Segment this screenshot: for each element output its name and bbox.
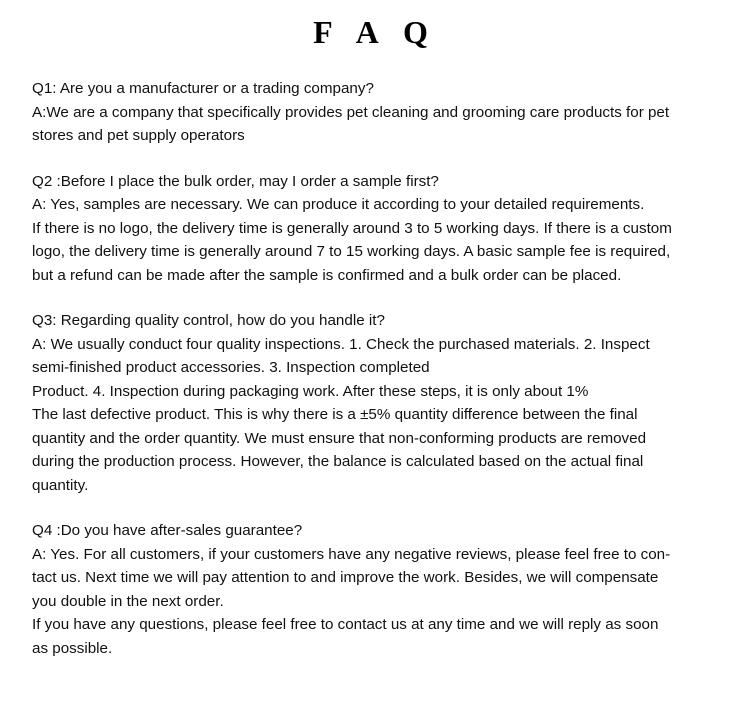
answer-line: during the production process. However, the balance is calculated based on the actual final bbox=[32, 453, 644, 470]
answer-line: If there is no logo, the delivery time is generally around 3 to 5 working days. If there is a custom bbox=[32, 219, 672, 237]
question-text: Q4 :Do you have after-sales guarantee? bbox=[32, 522, 303, 539]
page-title: F A Q bbox=[313, 14, 437, 50]
faq-list bbox=[32, 77, 722, 682]
answer-line: quantity and the order quantity. We must ensure that non-conforming products are removed bbox=[32, 429, 647, 447]
answer-line: semi-finished product accessories. 3. Inspection completed bbox=[32, 359, 430, 376]
answer-line: A:We are a company that specifically provides pet cleaning and grooming care products for pet bbox=[32, 103, 670, 121]
faq-item-q3 bbox=[32, 309, 722, 497]
faq-item-q4 bbox=[32, 519, 722, 660]
answer-line: A: We usually conduct four quality inspections. 1. Check the purchased materials. 2. Inspect bbox=[32, 335, 650, 353]
answer-line: If you have any questions, please feel free to contact us at any time and we will reply as soon bbox=[32, 616, 659, 633]
faq-item-q1 bbox=[32, 77, 722, 148]
answer-line: quantity. bbox=[32, 476, 89, 494]
answer-line: A: Yes, samples are necessary. We can produce it according to your detailed requirements. bbox=[32, 196, 645, 213]
faq-item-q2 bbox=[32, 170, 722, 288]
question-text: Q2 :Before I place the bulk order, may I order a sample first? bbox=[32, 172, 439, 190]
answer-line: The last defective product. This is why there is a ±5% quantity difference between the final bbox=[32, 406, 638, 423]
answer-line: logo, the delivery time is generally around 7 to 15 working days. A basic sample fee is required, bbox=[32, 243, 671, 260]
answer-line: but a refund can be made after the sample is confirmed and a bulk order can be placed. bbox=[32, 266, 622, 284]
question-text: Q3: Regarding quality control, how do you handle it? bbox=[32, 312, 385, 329]
answer-line: as possible. bbox=[32, 639, 113, 657]
question-text: Q1: Are you a manufacturer or a trading company? bbox=[32, 80, 374, 97]
answer-line: stores and pet supply operators bbox=[32, 127, 245, 144]
answer-line: you double in the next order. bbox=[32, 592, 224, 610]
answer-line: Product. 4. Inspection during packaging work. After these steps, it is only about 1% bbox=[32, 382, 589, 400]
answer-line: tact us. Next time we will pay attention to and improve the work. Besides, we will compensate bbox=[32, 569, 659, 586]
answer-line: A: Yes. For all customers, if your customers have any negative reviews, please feel free to con- bbox=[32, 545, 671, 563]
